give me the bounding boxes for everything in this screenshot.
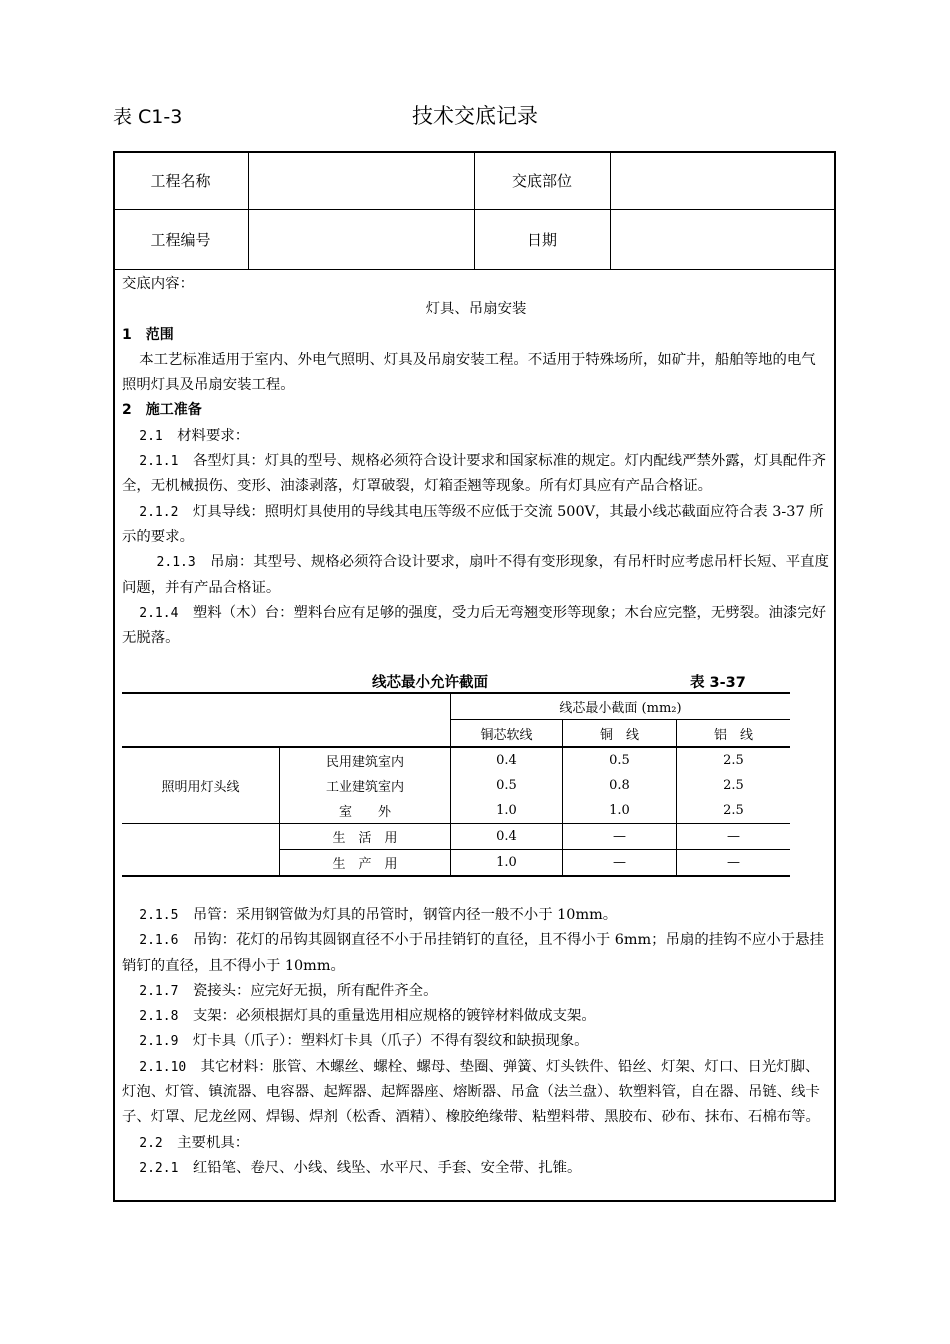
- handover-part-field[interactable]: [611, 151, 835, 209]
- section-2-2-number: 2.2: [139, 1135, 163, 1151]
- item-2-1-1: 各型灯具：灯具的型号、规格必须符合设计要求和国家标准的规定。灯内配线严禁外露，灯具配件齐全，无机械损伤、变形、油漆剥落，灯罩破裂，灯箱歪翘等现象。所有灯具应有产品合格证。: [122, 453, 827, 495]
- row-group-label: 照明用灯头线: [161, 780, 240, 795]
- table-cell: —: [613, 855, 626, 870]
- table-cell: 2.5: [723, 778, 744, 793]
- col-header-copper-flex: 铜芯软线: [480, 727, 533, 743]
- content-lead: 交底内容：: [122, 276, 194, 292]
- handover-content-continued: [122, 903, 830, 1181]
- section-2-title: 2 施工准备: [122, 402, 202, 419]
- table-cell: 1.0: [496, 855, 517, 870]
- date-label: 日期: [526, 231, 557, 249]
- item-2-1-9: 灯卡具（爪子）：塑料灯卡具（爪子）不得有裂纹和缺损现象。: [192, 1033, 589, 1050]
- content-subject: 灯具、吊扇安装: [425, 301, 527, 318]
- group-header: 线芯最小截面 (mm₂): [559, 701, 682, 716]
- project-name-label: 工程名称: [150, 171, 211, 190]
- table-number: 表 3-37: [690, 675, 746, 691]
- table-cell: 0.5: [496, 778, 517, 793]
- table-cell: 2.5: [723, 803, 744, 818]
- project-name-field[interactable]: [249, 151, 474, 209]
- item-2-1-10-number: 2.1.10: [139, 1059, 187, 1075]
- project-no-field[interactable]: [249, 210, 474, 269]
- item-2-1-5: 吊管：采用钢管做为灯具的吊管时，钢管内径一般不小于 10mm。: [192, 907, 618, 923]
- table-cell: —: [613, 829, 626, 844]
- grid-line: [113, 269, 836, 270]
- item-2-1-6-number: 2.1.6: [139, 933, 179, 949]
- table-cell: 0.4: [496, 753, 517, 768]
- row-label: 民用建筑室内: [325, 755, 404, 770]
- section-1-title: 1 范围: [122, 326, 174, 343]
- handover-content: [122, 272, 830, 651]
- item-2-1-9-number: 2.1.9: [139, 1034, 179, 1050]
- project-no-label: 工程编号: [150, 231, 211, 249]
- item-2-1-4-number: 2.1.4: [139, 605, 179, 621]
- item-2-1-6: 吊钩：花灯的吊钩其圆钢直径不小于吊挂销钉的直径，且不得小于 6mm；吊扇的挂钩不应小于悬挂销钉的直径，且不得小于 10mm。: [122, 932, 824, 974]
- table-cell: —: [727, 855, 740, 870]
- table-cell: 0.5: [609, 753, 630, 768]
- row-label: 生 产 用: [332, 857, 398, 872]
- section-2-1-title: 材料要求：: [177, 427, 250, 444]
- row-label: 工业建筑室内: [325, 780, 404, 795]
- section-1-body: 本工艺标准适用于室内、外电气照明、灯具及吊扇安装工程。不适用于特殊场所，如矿井，船舶等地的电气照明灯具及吊扇安装工程。: [122, 351, 816, 394]
- item-2-1-3-number: 2.1.3: [156, 555, 196, 571]
- table-cell: 0.4: [496, 829, 517, 844]
- item-2-2-1: 红铅笔、卷尺、小线、线坠、水平尺、手套、安全带、扎锥。: [192, 1159, 582, 1176]
- table-cell: 2.5: [723, 753, 744, 768]
- date-field[interactable]: [611, 210, 835, 269]
- item-2-2-1-number: 2.2.1: [139, 1160, 179, 1176]
- handover-part-label: 交底部位: [511, 171, 572, 190]
- table-caption: 线芯最小允许截面: [372, 675, 488, 691]
- document-title: 技术交底记录: [412, 104, 538, 128]
- section-2-1-number: 2.1: [139, 428, 163, 444]
- item-2-1-5-number: 2.1.5: [139, 908, 179, 923]
- section-2-2-title: 主要机具：: [177, 1134, 250, 1151]
- table-cell: 1.0: [496, 803, 517, 818]
- wire-section-table: [122, 692, 790, 878]
- row-label: 室 外: [338, 805, 391, 820]
- form-number: 表 C1-3: [113, 106, 183, 128]
- item-2-1-8: 支架：必须根据灯具的重量选用相应规格的镀锌材料做成支架。: [192, 1008, 596, 1025]
- col-header-copper: 铜 线: [599, 727, 639, 743]
- table-cell: 1.0: [609, 803, 630, 818]
- item-2-1-8-number: 2.1.8: [139, 1009, 179, 1025]
- table-cell: —: [727, 829, 740, 844]
- item-2-1-7: 瓷接头：应完好无损，所有配件齐全。: [192, 982, 438, 999]
- item-2-1-10: 其它材料：胀管、木螺丝、螺栓、螺母、垫圈、弹簧、灯头铁件、铅丝、灯架、灯口、日光灯脚、灯泡、灯管、镇流器、电容器、起辉器、起辉器座、熔断器、吊盒（法兰盘）、软塑料管，自在器、吊链、线卡子、灯罩、尼龙丝网、焊锡、焊剂（松香、酒精）、橡胶绝缘带、粘塑料带、黑胶布、砂布、抹布、石棉布等。: [122, 1058, 820, 1126]
- table-rule: [122, 875, 790, 877]
- col-header-aluminium: 铝 线: [713, 727, 753, 743]
- table-cell: 0.8: [609, 778, 630, 793]
- item-2-1-2-number: 2.1.2: [139, 504, 179, 520]
- item-2-1-2: 灯具导线：照明灯具使用的导线其电压等级不应低于交流 500V，其最小线芯截面应符合表 3-37 所示的要求。: [122, 503, 824, 545]
- item-2-1-4: 塑料（木）台：塑料台应有足够的强度，受力后无弯翘变形等现象；木台应完整，无劈裂。油漆完好无脱落。: [122, 604, 827, 647]
- item-2-1-7-number: 2.1.7: [139, 983, 179, 999]
- item-2-1-1-number: 2.1.1: [139, 454, 179, 470]
- row-label: 生 活 用: [332, 831, 398, 846]
- item-2-1-3: 吊扇：其型号、规格必须符合设计要求，扇叶不得有变形现象，有吊杆时应考虑吊杆长短、平直度问题，并有产品合格证。: [122, 554, 829, 596]
